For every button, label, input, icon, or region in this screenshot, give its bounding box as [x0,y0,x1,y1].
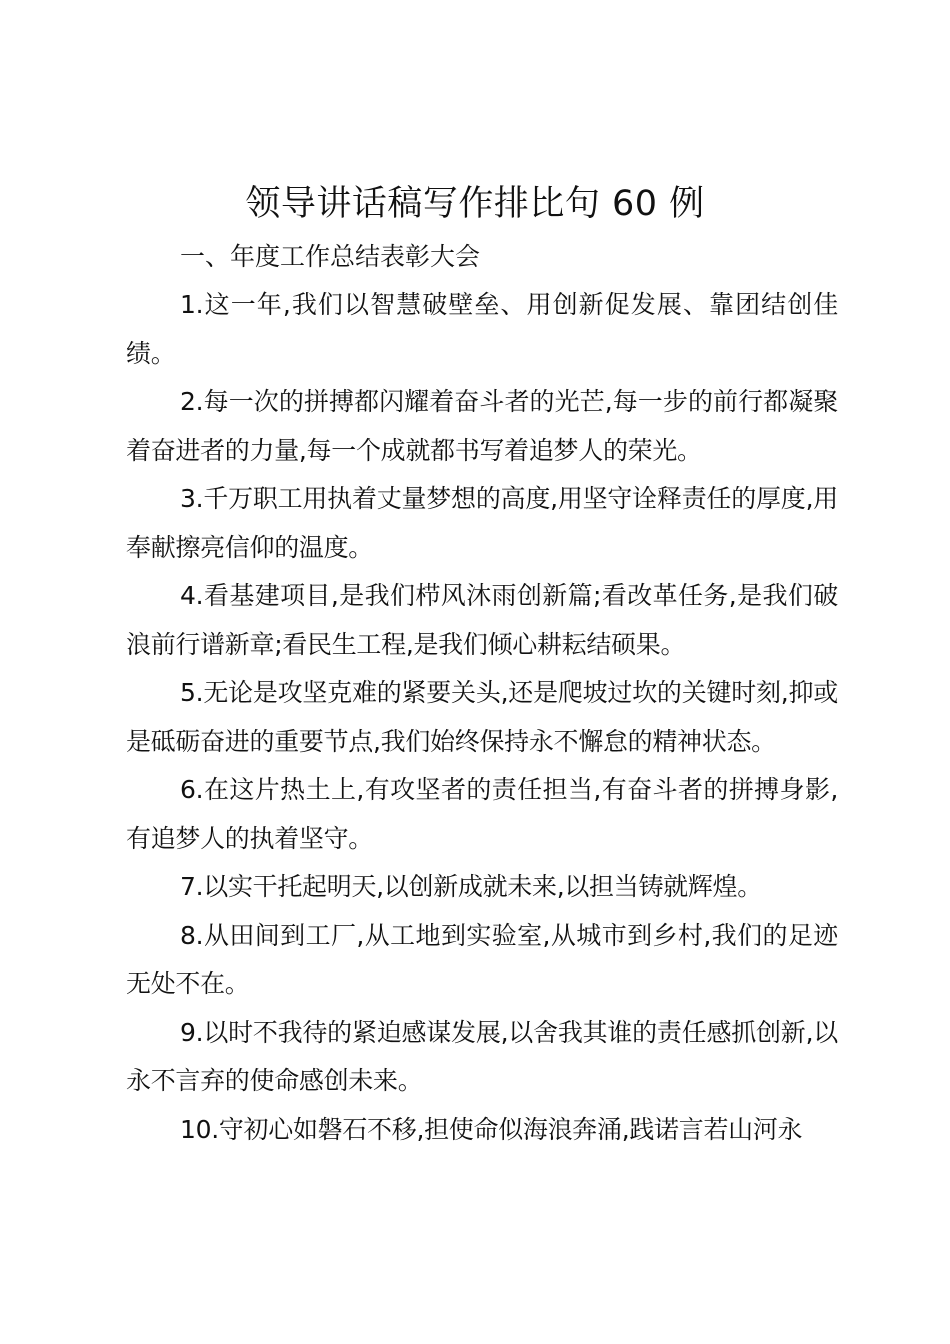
paragraph-1: 1.这一年,我们以智慧破壁垒、用创新促发展、靠团结创佳绩。 [126,290,838,368]
document-title: 领导讲话稿写作排比句 60 例 [245,184,705,224]
paragraph-5: 5.无论是攻坚克难的紧要关头,还是爬坡过坎的关键时刻,抑或是砥砺奋进的重要节点,我们始终保持永不懈怠的精神状态。 [126,678,838,756]
paragraph-10: 10.守初心如磐石不移,担使命似海浪奔涌,践诺言若山河永 [180,1114,803,1144]
paragraph-6: 6.在这片热土上,有攻坚者的责任担当,有奋斗者的拼搏身影,有追梦人的执着坚守。 [126,775,838,853]
paragraph-7: 7.以实干托起明天,以创新成就未来,以担当铸就辉煌。 [180,872,762,901]
paragraph-3: 3.千万职工用执着丈量梦想的高度,用坚守诠释责任的厚度,用奉献擦亮信仰的温度。 [126,484,838,562]
paragraph-4: 4.看基建项目,是我们栉风沐雨创新篇;看改革任务,是我们破浪前行谱新章;看民生工程,是我们倾心耕耘结硕果。 [126,581,838,659]
paragraph-2: 2.每一次的拼搏都闪耀着奋斗者的光芒,每一步的前行都凝聚着奋进者的力量,每一个成就都书写着追梦人的荣光。 [126,387,838,465]
section-heading: 一、年度工作总结表彰大会 [180,242,481,271]
paragraph-9: 9.以时不我待的紧迫感谋发展,以舍我其谁的责任感抓创新,以永不言弃的使命感创未来。 [126,1017,838,1095]
document-body [126,233,838,1154]
paragraph-8: 8.从田间到工厂,从工地到实验室,从城市到乡村,我们的足迹无处不在。 [126,920,838,998]
